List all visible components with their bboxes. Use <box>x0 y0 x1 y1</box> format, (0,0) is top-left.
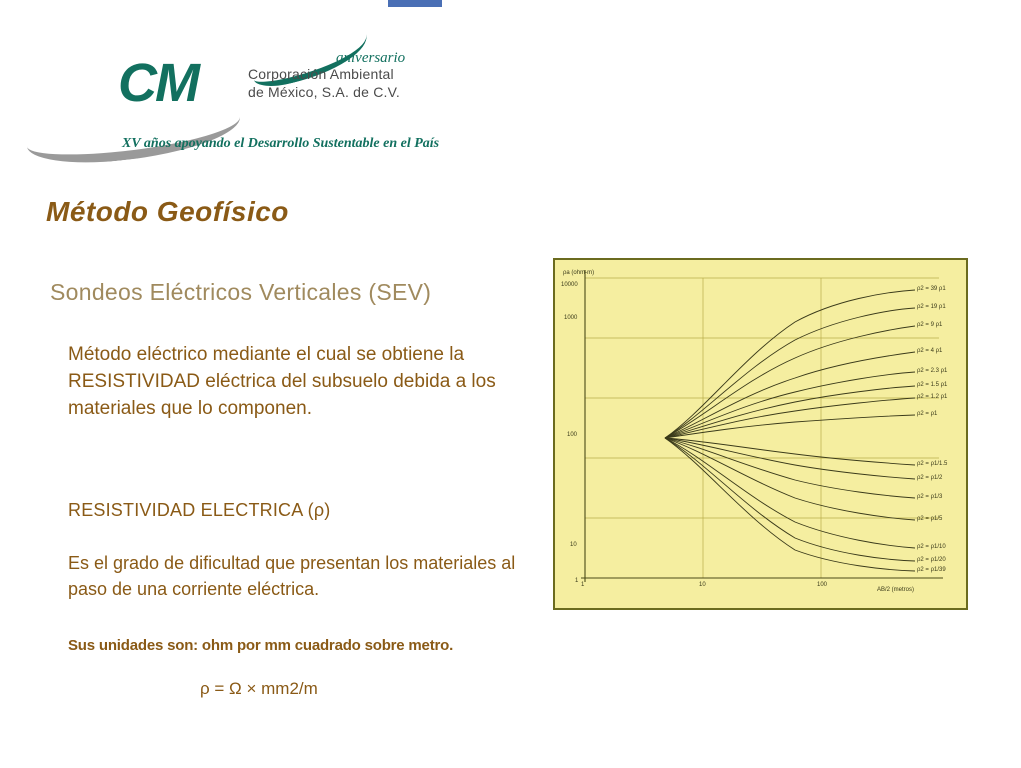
chart-ytick-1: 1 <box>575 578 579 584</box>
chart-series-label: ρ2 = 9 ρ1 <box>917 322 943 328</box>
chart-series-label: ρ2 = ρ1/10 <box>917 544 946 550</box>
chart-series-label: ρ2 = 39 ρ1 <box>917 286 946 292</box>
chart-curves <box>665 290 915 571</box>
chart-svg <box>555 260 966 608</box>
paragraph-definition: Método eléctrico mediante el cual se obtiene la RESISTIVIDAD eléctrica del subsuelo debida a los materiales que lo componen. <box>68 344 496 419</box>
chart-xtick-1: 1 <box>581 582 585 588</box>
chart-series-label: ρ2 = 1.5 ρ1 <box>917 382 948 388</box>
chart-xtick-100: 100 <box>817 582 828 588</box>
logo-company-line2: de México, S.A. de C.V. <box>248 84 400 100</box>
formula-text: ρ = Ω × mm2/m <box>200 679 318 698</box>
chart-ytick-1000: 1000 <box>564 315 578 321</box>
chart-grid <box>585 278 939 578</box>
paragraph-resistivity-definition: Es el grado de dificultad que presentan los materiales al paso de una corriente eléctrica. <box>68 553 516 599</box>
chart-series-label: ρ2 = 2.3 ρ1 <box>917 368 948 374</box>
chart-series-label: ρ2 = ρ1/1.5 <box>917 461 948 467</box>
chart-axes <box>581 270 943 582</box>
sev-curves-chart <box>553 258 968 610</box>
chart-series-label: ρ2 = ρ1/20 <box>917 557 946 563</box>
chart-series-label: ρ2 = ρ1/39 <box>917 567 946 573</box>
chart-series-label: ρ2 = ρ1/2 <box>917 475 943 481</box>
logo-mark-text: CM <box>118 53 198 113</box>
logo-tagline: XV años apoyando el Desarrollo Sustentable en el País <box>122 136 440 151</box>
chart-ytick-10: 10 <box>570 542 577 548</box>
chart-ylabel: ρa (ohm-m) <box>563 270 595 276</box>
chart-series-label: ρ2 = ρ1/5 <box>917 516 943 522</box>
chart-ytick-10000: 10000 <box>561 282 578 288</box>
section-subtitle: Sondeos Eléctricos Verticales (SEV) <box>50 279 432 305</box>
chart-series-label: ρ2 = ρ1 <box>917 411 938 417</box>
logo-company-line1: Corporación Ambiental <box>248 66 394 82</box>
chart-series-label: ρ2 = 19 ρ1 <box>917 304 946 310</box>
company-logo <box>18 24 578 151</box>
chart-series-label: ρ2 = 1.2 ρ1 <box>917 394 948 400</box>
chart-ytick-100: 100 <box>567 432 578 438</box>
chart-series-label: ρ2 = ρ1/3 <box>917 494 943 500</box>
chart-xlabel: AB/2 (metros) <box>877 587 915 593</box>
logo-aniversario-text: aniversario <box>336 50 406 66</box>
chart-series-label: ρ2 = 4 ρ1 <box>917 348 943 354</box>
paragraph-resistivity-heading: RESISTIVIDAD ELECTRICA (ρ) <box>68 500 331 520</box>
page-title: Método Geofísico <box>46 196 289 227</box>
top-bar-fragment <box>388 0 442 7</box>
chart-xtick-10: 10 <box>699 582 706 588</box>
paragraph-units: Sus unidades son: ohm por mm cuadrado sobre metro. <box>68 637 454 654</box>
